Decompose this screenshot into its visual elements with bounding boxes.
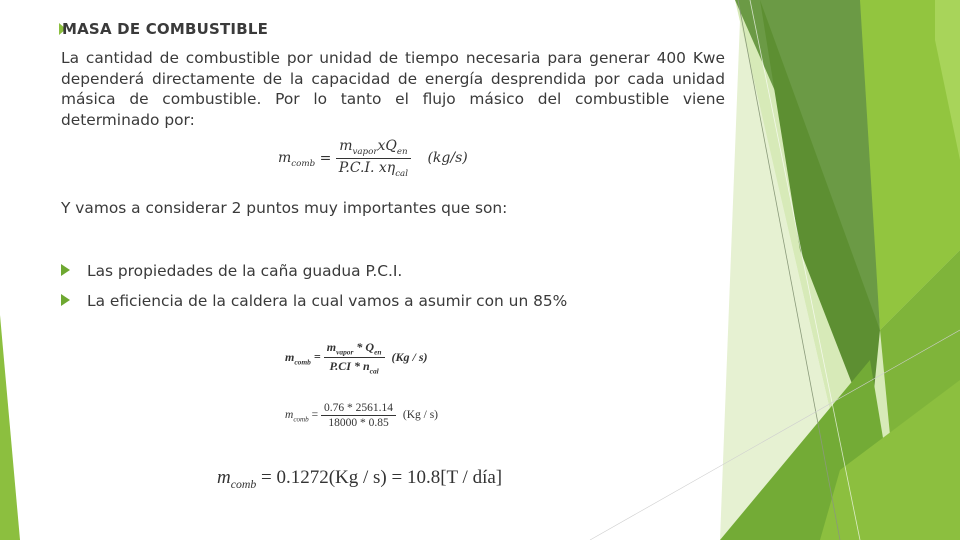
formula1-fraction: $\frac{m_{vapor}xQ_{en}}{P.C.I. x\eta_{cal}}$	[336, 138, 411, 179]
intro-paragraph: La cantidad de combustible por unidad de tiempo necesaria para generar 400 Kwe dependerá directamente de la capacidad de energía desprendida por cada unidad másica de combustible. Por lo tanto el flujo másico del combustible viene determinado por:	[61, 49, 725, 129]
formula-substituted-values: $m_{comb}$ = $\frac{0.76 * 2561.14}{18000 * 0.85}$ (Kg / s)	[285, 402, 439, 429]
formula3-fraction: $\frac{0.76 * 2561.14}{18000 * 0.85}$	[321, 402, 396, 429]
slide-title: MASA DE COMBUSTIBLE	[62, 20, 269, 38]
formula1-lhs: $m_{comb}$	[278, 150, 316, 170]
formula3-units: (Kg / s)	[402, 409, 439, 422]
formula2-fraction: $\frac{m_{vapor} * Q_{en}}{P.CI * n_{cal}}$	[324, 340, 385, 376]
bullet-item-2: La eficiencia de la caldera la cual vamos a asumir con un 85%	[61, 292, 567, 310]
formula4-value: = 0.1272(Kg / s) = 10.8[T / día]	[260, 467, 503, 488]
formula2-units: (Kg / s)	[391, 349, 428, 364]
formula-mass-flow-specific: $m_{comb}$ = $\frac{m_{vapor} * Q_{en}}{P.CI * n_{cal}}$ (Kg / s)	[285, 340, 428, 376]
left-green-sliver	[0, 315, 20, 540]
formula-mass-flow-general: $m_{comb}$ = $\frac{m_{vapor}xQ_{en}}{P.C.I. x\eta_{cal}}$ (kg/s)	[278, 138, 468, 179]
formula1-units: (kg/s)	[427, 150, 468, 167]
consider-text: Y vamos a considerar 2 puntos muy importantes que son:	[61, 199, 508, 217]
bullet-item-1: Las propiedades de la caña guadua P.C.I.	[61, 262, 402, 280]
bullet-arrow-icon	[61, 294, 70, 306]
bullet-arrow-icon	[61, 264, 70, 276]
formula-result: $m_{comb} = 0.1272(Kg / s) = 10.8[T$ / día]	[217, 467, 503, 491]
